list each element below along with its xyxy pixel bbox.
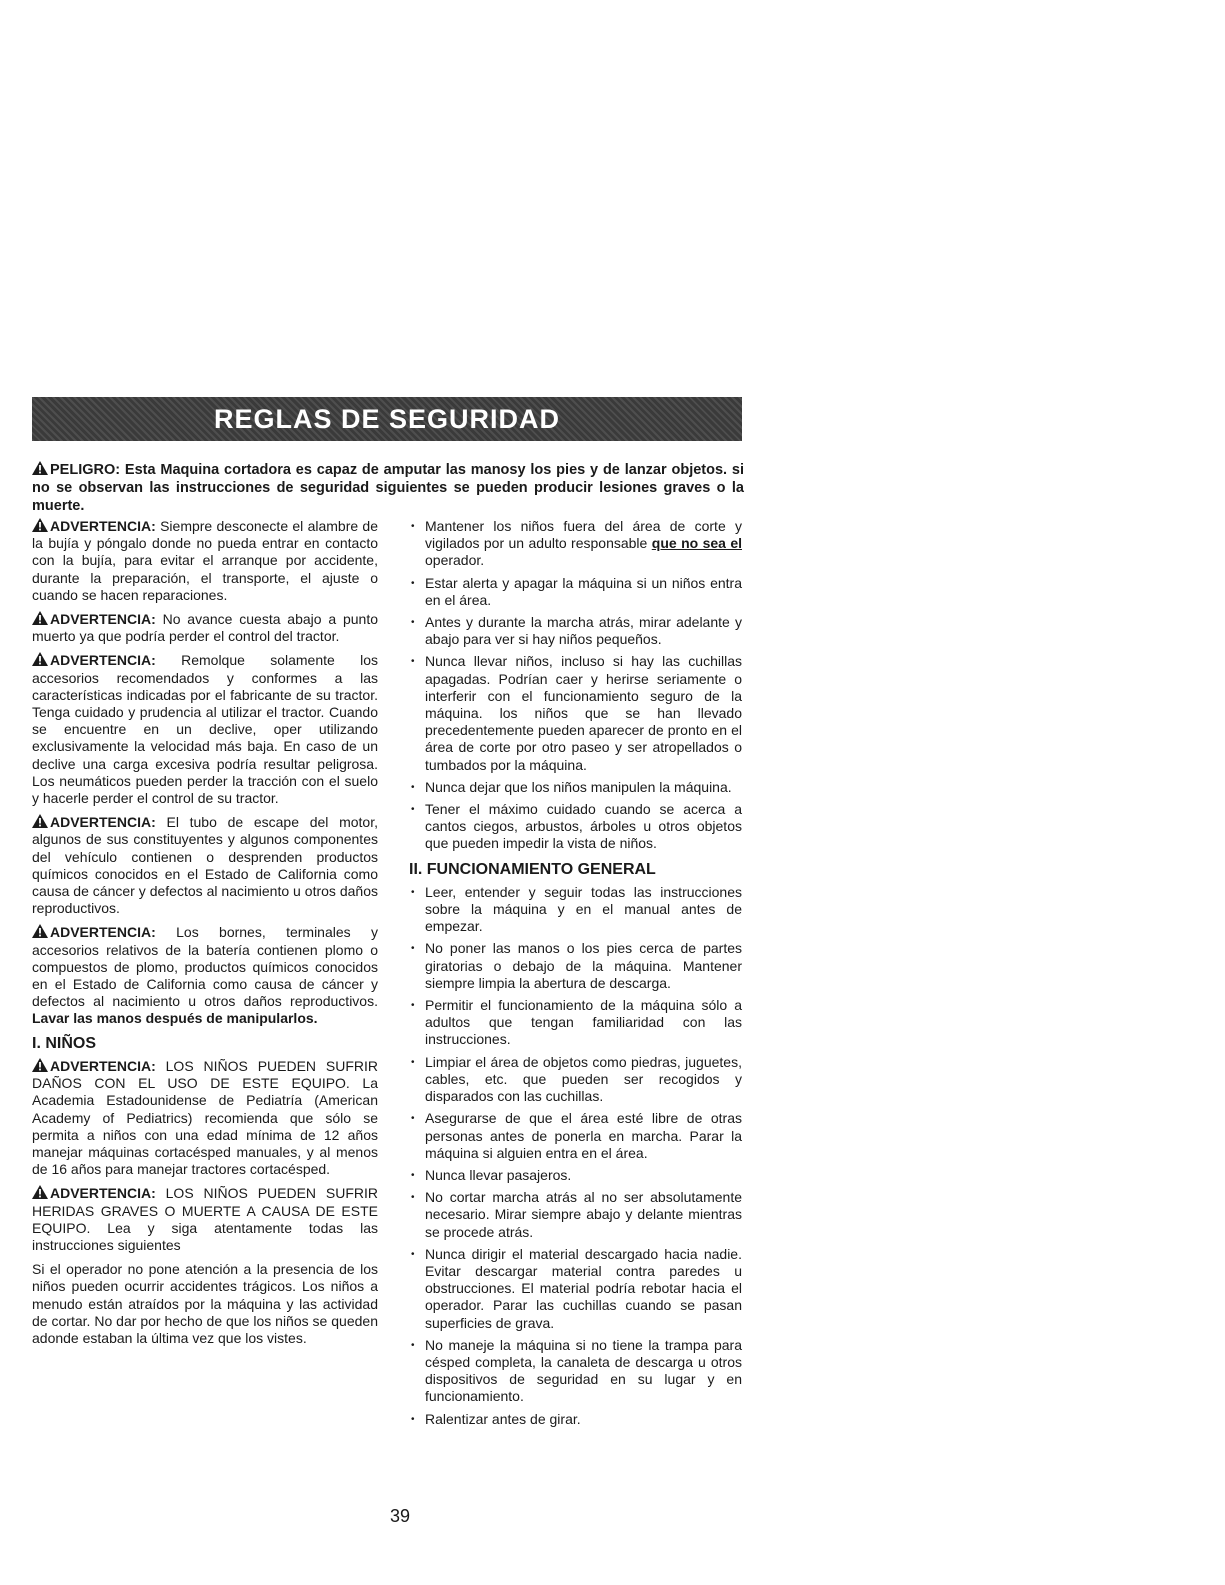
list-item: • Nunca dirigir el material descargado hacia nadie. Evitar descargar material contra paredes u obstrucciones. El material podría rebotar hacia el operador. Parar las cuchillas cuando se pasan superficies de grava. (409, 1246, 742, 1332)
list-item: • Mantener los niños fuera del área de corte y vigilados por un adulto responsable que no sea el operador. (409, 518, 742, 570)
list-item: • Nunca llevar pasajeros. (409, 1167, 742, 1184)
warning-text: LOS NIÑOS PUEDEN SUFRIR HERIDAS GRAVES O MUERTE A CAUSA DE ESTE EQUIPO. Lea y siga atentamente todas las instrucciones siguientes (32, 1185, 378, 1253)
warning-text: LOS NIÑOS PUEDEN SUFRIR DAÑOS CON EL USO DE ESTE EQUIPO. La Academia Estadounidense de Pediatría (American Academy of Pediatrics) recomienda que sólo se permita a niños con una edad mínima de 12 años manejar máquinas cortacésped manuales, y al menos de 16 años para manejar tractores cortacésped. (32, 1057, 378, 1178)
list-item: • No cortar marcha atrás al no ser absolutamente necesario. Mirar siempre abajo y delante mientras se procede atrás. (409, 1189, 742, 1241)
warning-label: ADVERTENCIA: (50, 924, 156, 941)
list-item: • Nunca llevar niños, incluso si hay las cuchillas apagadas. Podrían caer y herirse seriamente o interferir con el funcionamiento seguro de la máquina. los niños que se han llevado precedentemente pueden aparecer de pronto en el área de corte por otro paseo y ser atropellados o tumbados por la máquina. (409, 653, 742, 773)
warning-text: Siempre desconecte el alambre de la bujía y póngalo donde no pueda entrar en contacto con la bujía, para evitar el arranque por accidente, durante la preparación, el transporte, el ajuste o cuando se hacen reparaciones. (32, 518, 379, 603)
list-item: • Limpiar el área de objetos como piedras, juguetes, cables, etc. que pueden ser recogidos y disparados con las cuchillas. (409, 1054, 742, 1106)
left-column (32, 518, 378, 1354)
list-item: • No maneje la máquina si no tiene la trampa para césped completa, la canaleta de descarga u otros dispositivos de seguridad en su lugar y en funcionamiento. (409, 1337, 742, 1406)
warning-triangle-icon (32, 1185, 48, 1199)
banner-title: REGLAS DE SEGURIDAD (213, 403, 561, 434)
body-paragraph: Si el operador no pone atención a la presencia de los niños pueden ocurrir accidentes trágicos. Los niños a menudo están atraídos por la máquina y las actividad de cortar. No dar por hecho de que los niños se queden adonde estaban la última vez que los vistes. (32, 1261, 378, 1346)
warning-text: Los bornes, terminales y accesorios relativos de la batería contienen plomo o compuestos de plomo, productos químicos conocidos en el Estado de California como causa de cáncer y defectos al nacimiento u otros daños reproductivos. (32, 924, 378, 1010)
warning-label: ADVERTENCIA: (50, 652, 156, 669)
list-item: • Ralentizar antes de girar. (409, 1411, 742, 1428)
warning-paragraph (32, 652, 378, 807)
list-item: • Estar alerta y apagar la máquina si un niños entra en el área. (409, 575, 742, 609)
warning-triangle-icon (32, 652, 48, 666)
warning-triangle-icon (32, 611, 48, 625)
warning-label: ADVERTENCIA: (50, 1185, 156, 1202)
section-heading-ninos: I. NIÑOS (32, 1034, 97, 1052)
list-item: • Antes y durante la marcha atrás, mirar adelante y abajo para ver si hay niños pequeños. (409, 614, 742, 648)
danger-intro (32, 461, 744, 515)
warning-bold-text: Lavar las manos después de manipularlos. (32, 1010, 318, 1027)
warning-text: Remolque solamente los accesorios recomendados y conformes a las características indicadas por el fabricante de su tractor. Tenga cuidado y prudencia al utilizar el tractor. Cuando se encuentre en un declive, oper utilizando exclusivamente la velocidad más baja. En caso de un declive una carga excesiva podría resultar peligrosa. Los neumáticos pueden perder la tracción con el suelo y hacerle perder el control de su tractor. (32, 652, 378, 807)
list-item: • Tener el máximo cuidado cuando se acerca a cantos ciegos, arbustos, árboles u otros objetos que pueden impedir la vista de niños. (409, 801, 742, 853)
warning-text: No avance cuesta abajo a punto muerto ya que podría perder el control del tractor. (32, 611, 379, 645)
list-item: • Permitir el funcionamiento de la máquina sólo a adultos que tengan familiaridad con las instrucciones. (409, 997, 742, 1049)
funcionamiento-list (409, 884, 742, 1428)
warning-text: El tubo de escape del motor, algunos de sus constituyentes y algunos componentes del vehículo contienen o desprenden productos químicos conocidos en el Estado de California como causa de cáncer y defectos al nacimiento u otros daños reproductivos. (32, 814, 378, 917)
warning-paragraph (32, 1058, 378, 1178)
warning-label: ADVERTENCIA: (50, 518, 156, 534)
warning-triangle-icon (32, 461, 48, 475)
ninos-list (409, 518, 742, 853)
warning-paragraph (32, 814, 378, 917)
right-column (409, 518, 742, 1436)
warning-label: ADVERTENCIA: (50, 814, 156, 831)
list-item: • Asegurarse de que el área esté libre de otras personas antes de ponerla en marcha. Parar la máquina si alguien entra en el área. (409, 1110, 742, 1162)
warning-paragraph (32, 518, 378, 604)
section-banner (32, 397, 742, 441)
warning-label: ADVERTENCIA: (50, 1057, 156, 1074)
list-item: • No poner las manos o los pies cerca de partes giratorias o debajo de la máquina. Mantener siempre limpia la abertura de descarga. (409, 940, 742, 992)
page-number: 39 (389, 1506, 411, 1526)
warning-triangle-icon (32, 1058, 48, 1072)
list-item: • Leer, entender y seguir todas las instrucciones sobre la máquina y en el manual antes de empezar. (409, 884, 742, 936)
warning-paragraph (32, 924, 378, 1027)
warning-triangle-icon (32, 518, 48, 532)
danger-text: PELIGRO: Esta Maquina cortadora es capaz de amputar las manosy los pies y de lanzar objetos. si no se observan las instrucciones de seguridad siguientes se pueden producir lesiones graves o la muerte. (32, 462, 744, 514)
warning-triangle-icon (32, 924, 48, 938)
list-item: • Nunca dejar que los niños manipulen la máquina. (409, 779, 742, 796)
warning-paragraph (32, 611, 378, 645)
warning-paragraph (32, 1185, 378, 1254)
warning-triangle-icon (32, 814, 48, 828)
section-heading-funcionamiento: II. FUNCIONAMIENTO GENERAL (409, 860, 656, 878)
warning-label: ADVERTENCIA: (50, 611, 156, 628)
underlined-text: que no sea el (651, 535, 743, 552)
